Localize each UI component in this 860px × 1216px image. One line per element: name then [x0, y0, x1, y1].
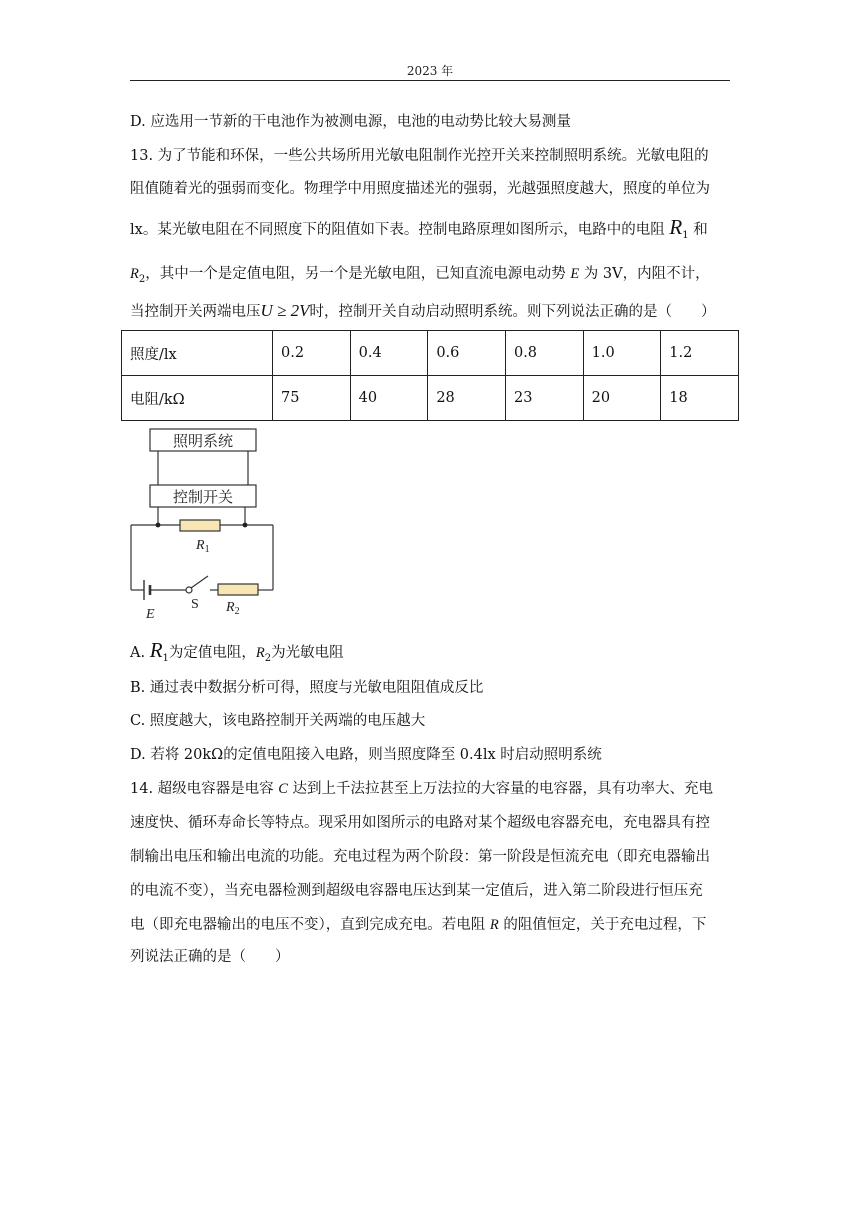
option-a-end: 为光敏电阻: [271, 645, 344, 661]
q13-line-5: [130, 301, 740, 322]
q13-line-5-end: 时，控制开关自动启动照明系统。则下列说法正确的是（ ）: [309, 304, 716, 320]
q13-line-4-text: ，其中一个是定值电阻，另一个是光敏电阻，已知直流电源电动势: [145, 266, 571, 282]
page-header: 2023 年: [406, 64, 454, 78]
q14-line-5-end: 的阻值恒定，关于充电过程，下: [498, 917, 707, 933]
q13-line-3-text: lx。某光敏电阻在不同照度下的阻值如下表。控制电路原理如图所示，电路中的电阻: [130, 222, 670, 238]
table-cell: 0.6: [428, 331, 506, 376]
table-cell: 0.8: [505, 331, 583, 376]
r2-symbol: R: [255, 645, 265, 661]
q14-line-1-end: 达到上千法拉甚至上万法拉的大容量的电容器，具有功率大、充电: [287, 781, 714, 797]
option-a-prefix: A.: [130, 645, 150, 661]
q13-line-2: 阻值随着光的强弱而变化。物理学中用照度描述光的强弱，光越强照度越大，照度的单位为: [130, 181, 710, 197]
header-rule: [130, 80, 730, 81]
capacitance-symbol: C: [278, 781, 288, 797]
option-a-mid: 为定值电阻，: [168, 645, 256, 661]
table-cell: 23: [505, 376, 583, 421]
switch-blade: [191, 576, 208, 588]
option-a: [130, 640, 740, 669]
emf-label: E: [146, 607, 155, 622]
table-cell: 1.2: [661, 331, 739, 376]
r2-symbol: R: [130, 266, 139, 282]
table-cell: 1.0: [583, 331, 661, 376]
q13-line-4: [130, 264, 740, 290]
resistance-symbol: R: [489, 917, 499, 933]
table-cell: 28: [428, 376, 506, 421]
r1-subscript: 1: [162, 653, 169, 664]
table-cell: 18: [661, 376, 739, 421]
r1-symbol: R: [669, 215, 683, 239]
q13-line-4-end: 为 3V，内阻不计，: [579, 266, 710, 282]
illuminance-resistance-table: [121, 330, 739, 421]
option-b: B. 通过表中数据分析可得，照度与光敏电阻阻值成反比: [130, 680, 484, 696]
table-row: [122, 376, 739, 421]
control-circuit-diagram: [128, 425, 288, 630]
lighting-system-label: 照明系统: [172, 432, 234, 450]
q14-line-5-text: 电（即充电器输出的电压不变），直到完成充电。若电阻: [130, 917, 490, 933]
resistor-r1: [180, 520, 220, 531]
table-row: [122, 331, 739, 376]
table-cell: 75: [273, 376, 351, 421]
q14-line-3: 制输出电压和输出电流的功能。充电过程为两个阶段：第一阶段是恒流充电（即充电器输出: [130, 849, 710, 865]
q14-line-2: 速度快、循环寿命长等特点。现采用如图所示的电路对某个超级电容器充电，充电器具有控: [130, 815, 710, 831]
control-switch-label: 控制开关: [172, 488, 234, 506]
emf-symbol: E: [570, 266, 580, 282]
table-cell: 0.4: [350, 331, 428, 376]
r1-symbol: R: [149, 638, 163, 662]
q13-line-3-end: 和: [688, 222, 708, 238]
table-row-header: 照度/lx: [122, 331, 273, 376]
q13-line-1: 13. 为了节能和环保，一些公共场所用光敏电阻制作光控开关来控制照明系统。光敏电阻的: [130, 148, 709, 164]
table-row-header: 电阻/kΩ: [122, 376, 273, 421]
junction-dot: [156, 523, 161, 528]
junction-dot: [243, 523, 248, 528]
voltage-condition-formula: U ≥ 2V: [260, 301, 310, 320]
q14-line-1: [130, 779, 740, 799]
q14-line-5: [130, 915, 740, 935]
table-cell: 20: [583, 376, 661, 421]
q14-line-4: 的电流不变），当充电器检测到超级电容器电压达到某一定值后，进入第二阶段进行恒压充: [130, 883, 703, 899]
q14-line-1-text: 14. 超级电容器是电容: [130, 781, 279, 797]
q13-line-3: [130, 217, 740, 246]
table-cell: 0.2: [273, 331, 351, 376]
r1-label: $R_1$: [196, 538, 210, 555]
prev-option-d: D. 应选用一节新的干电池作为被测电源，电池的电动势比较大易测量: [130, 114, 571, 130]
q13-line-5-text: 当控制开关两端电压: [130, 304, 261, 320]
r1-subscript: 1: [682, 230, 689, 241]
r2-subscript: 2: [264, 653, 272, 664]
table-cell: 40: [350, 376, 428, 421]
option-c: C. 照度越大，该电路控制开关两端的电压越大: [130, 713, 426, 729]
resistor-r2: [218, 584, 258, 595]
switch-label: S: [191, 597, 199, 612]
q14-line-6: 列说法正确的是（ ）: [130, 949, 290, 965]
option-d: D. 若将 20kΩ的定值电阻接入电路，则当照度降至 0.4lx 时启动照明系统: [130, 747, 602, 763]
r2-subscript: 2: [138, 274, 146, 285]
r2-label: $R_2$: [226, 600, 240, 617]
